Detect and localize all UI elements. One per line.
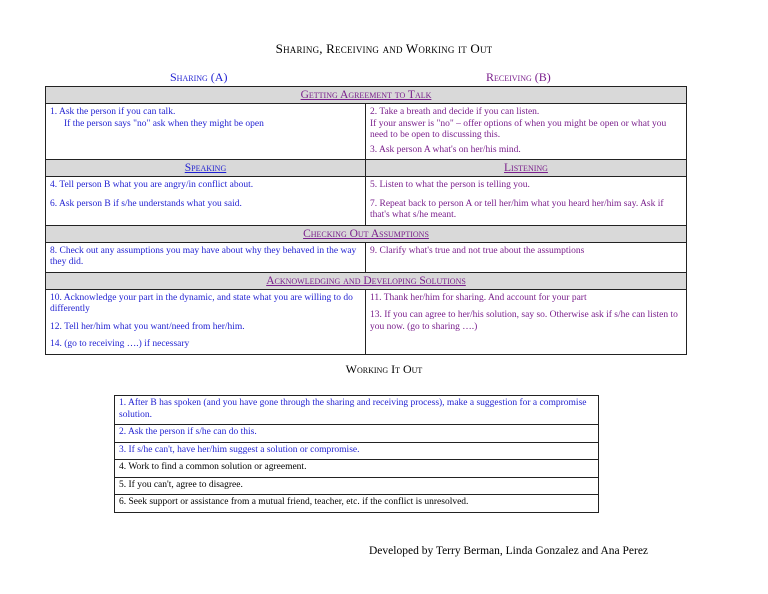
step-9: 9. Clarify what's true and not true about the assumptions xyxy=(370,245,585,256)
step-5: 5. Listen to what the person is telling you. xyxy=(370,180,530,190)
wio-item-1: 1. After B has spoken (and you have gone through the sharing and receiving process), make a suggestion for a compromise solution. xyxy=(115,396,599,425)
step-cell-receiving xyxy=(366,104,687,160)
wio-item-3: 3. If s/he can't, have her/him suggest a solution or compromise. xyxy=(115,442,599,460)
wio-item-4: 4. Work to find a common solution or agreement. xyxy=(115,460,599,478)
step-6: 6. Ask person B if s/he understands what you said. xyxy=(50,198,242,209)
step-cell-sharing xyxy=(46,177,366,226)
step-cell-sharing xyxy=(46,104,366,160)
step-7: 7. Repeat back to person A or tell her/him what you heard her/him say. Ask if that's what s/he meant. xyxy=(370,198,664,220)
step-11: 11. Thank her/him for sharing. And account for your part xyxy=(370,292,587,303)
receiving-column-header: Receiving (B) xyxy=(486,70,551,84)
step-10: 10. Acknowledge your part in the dynamic, and state what you are willing to do differently xyxy=(50,292,353,314)
section-listening: Listening xyxy=(366,160,687,177)
step-8: 8. Check out any assumptions you may have about why they behaved in the way they did. xyxy=(50,245,357,267)
section-getting-agreement: Getting Agreement to Talk xyxy=(46,87,687,104)
step-12: 12. Tell her/him what you want/need from her/him. xyxy=(50,321,245,332)
sharing-column-header: Sharing (A) xyxy=(170,70,228,84)
working-it-out-table xyxy=(114,395,599,513)
step-cell-receiving xyxy=(366,289,687,354)
section-speaking: Speaking xyxy=(46,160,366,177)
step-2-note: If your answer is "no" – offer options of when you might be open or what you need to be open to discussing this. xyxy=(370,118,667,140)
step-cell-receiving xyxy=(366,242,687,272)
process-table xyxy=(45,86,687,355)
credit-line: Developed by Terry Berman, Linda Gonzalez and Ana Perez xyxy=(369,545,649,557)
wio-item-5: 5. If you can't, agree to disagree. xyxy=(115,477,599,495)
page-title: Sharing, Receiving and Working it Out xyxy=(275,41,493,56)
wio-item-2: 2. Ask the person if s/he can do this. xyxy=(115,425,599,443)
step-13: 13. If you can agree to her/his solution, say so. Otherwise ask if s/he can listen to you now. (go to sharing ….) xyxy=(370,310,678,332)
step-4: 4. Tell person B what you are angry/in conflict about. xyxy=(50,180,254,190)
step-14: 14. (go to receiving ….) if necessary xyxy=(50,339,190,349)
section-acknowledging: Acknowledging and Developing Solutions xyxy=(46,272,687,289)
step-3: 3. Ask person A what's on her/his mind. xyxy=(370,144,521,155)
section-checking-assumptions: Checking Out Assumptions xyxy=(46,225,687,242)
step-2: 2. Take a breath and decide if you can listen. xyxy=(370,107,540,117)
step-cell-sharing xyxy=(46,242,366,272)
wio-item-6: 6. Seek support or assistance from a mutual friend, teacher, etc. if the conflict is unresolved. xyxy=(115,495,599,513)
step-1-note: If the person says "no" ask when they might be open xyxy=(64,118,264,129)
step-cell-receiving xyxy=(366,177,687,226)
working-it-out-title: Working It Out xyxy=(345,362,423,376)
step-1: 1. Ask the person if you can talk. xyxy=(50,107,176,117)
step-cell-sharing xyxy=(46,289,366,354)
